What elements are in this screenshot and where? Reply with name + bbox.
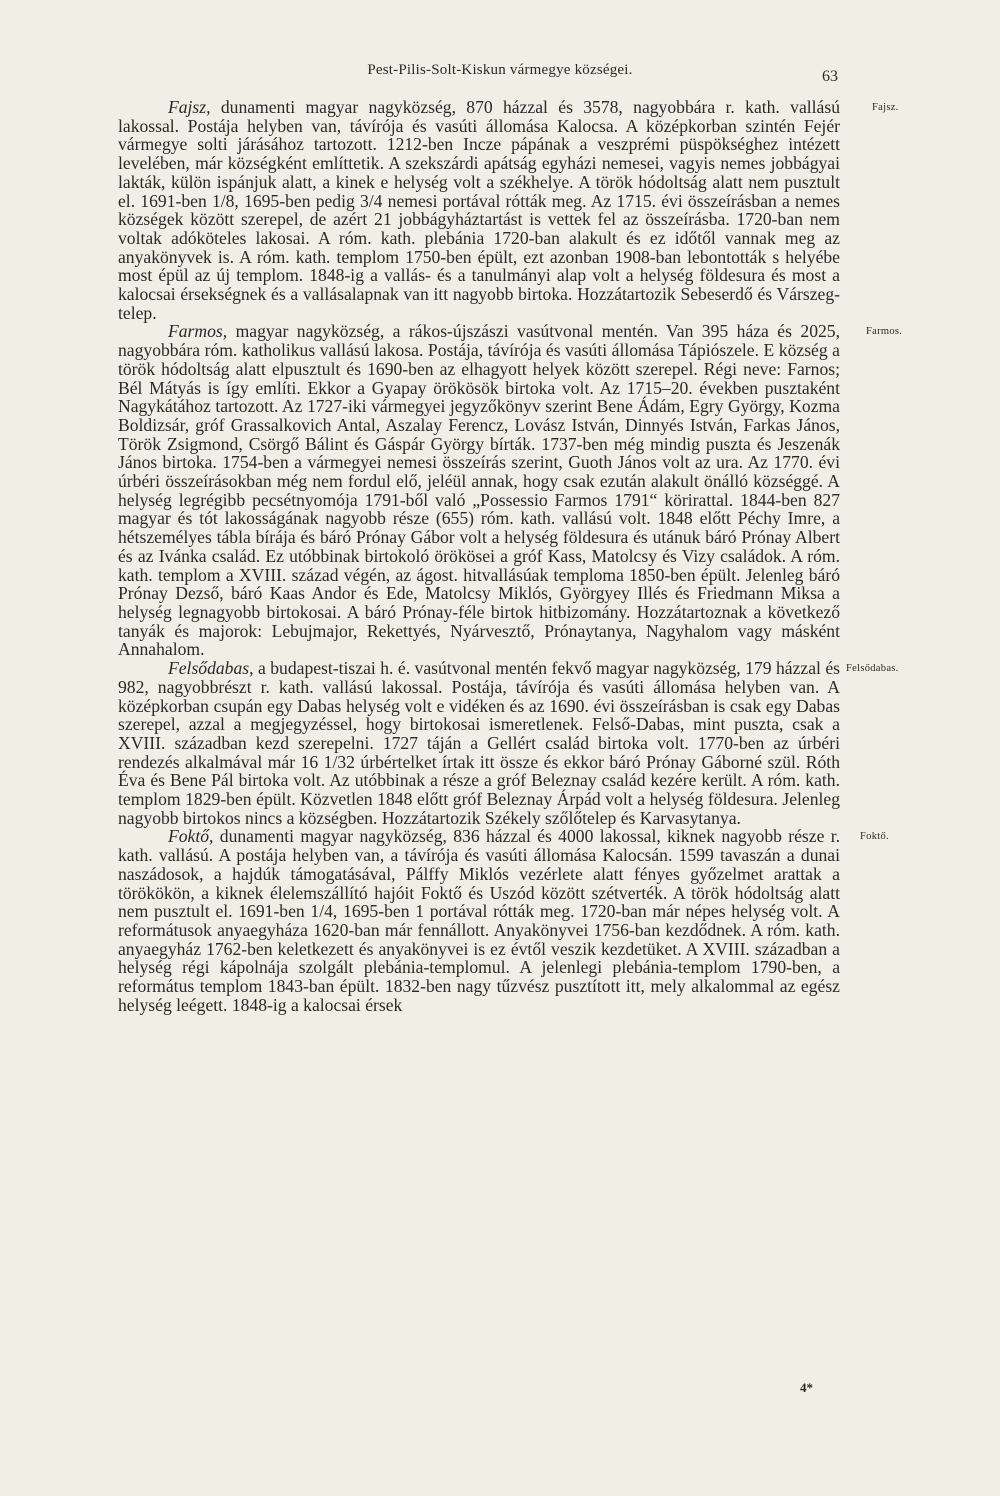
entry-text: dunamenti magyar nagyközség, 870 házzal és 3578, nagyobbára r. kath. vallású lakossal. Postája helyben van, távírója és vasúti állomása Kalocsa. A középkorban szintén Fejér vármegye solti járásához tartozott. 1212-ben Incze pápának a veszprémi püspökséghez intézett levelében, már községként említtetik. A szekszárdi apátság egyházi nemesei, vagyis nemes jobbágyai lakták, külön ispánjuk alatt, a kinek e helység volt a székhelye. A török hódoltság alatt nem pusztult el. 1691-ben 1/8, 1695-ben pedig 3/4 nemesi portával rótták meg. Az 1715. évi összeírásban a nemes községek között szerepel, de azért 21 jobbágyháztartást is vettek fel az összeírásba. 1720-ban nem voltak adóköteles lakosai. A róm. kath. plebánia 1720-ban alakult és ez időtől vannak meg az anyakönyvek is. A róm. kath. templom 1750-ben épült, ezt azonban 1908-ban lebontották s helyébe most épül az új templom. 1848-ig a vallás- és a tanulmányi alap volt a helység földesura és most a kalocsai érsekségnek és a vallásalapnak van itt nagyobb birtoka. Hozzátartozik Sebeserdő és Várszeg-telep. <box>118 97 840 323</box>
page-header <box>0 62 1000 84</box>
entry-paragraph <box>118 659 840 827</box>
entry-fokto <box>118 827 840 1014</box>
entry-felsodabas <box>118 659 840 827</box>
entry-paragraph <box>118 322 840 659</box>
entry-farmos <box>118 322 840 659</box>
entry-text: dunamenti magyar nagyközség, 836 házzal és 4000 lakossal, kiknek nagyobb része r. kath. vallású. A postája helyben van, a távírója és vasúti állomása Kalocsán. 1599 tavaszán a dunai naszádosok, a hajdúk támogatásával, Pálffy Miklós vezérlete alatt fényes győzelmet arattak a törökökön, a kiknek élelemszállító hajóit Foktő és Uszód között szétverték. A török hódoltság alatt nem pusztult el. 1691-ben 1/4, 1695-ben 1 portával rótták meg. 1720-ban már népes helység volt. A reformátusok anyaegyháza 1620-ban már fennállott. Anyakönyvei 1756-ban kezdődnek. A róm. kath. anyaegyház 1762-ben keletkezett és anyakönyvei is ez évtől veszik kezdetüket. A XVIII. században a helység régi kápolnája szolgált plebánia-templomul. A jelenlegi plebánia-templom 1790-ben, a református templom 1843-ban épült. 1832-ben nagy tűzvész pusztított itt, mely alkalommal az egész helység leégett. 1848-ig a kalocsai érsek <box>118 826 840 1015</box>
entry-name: Farmos, <box>168 321 228 342</box>
margin-label-fokto: Foktő. <box>860 831 889 843</box>
main-text <box>118 98 840 1014</box>
entry-fajsz <box>118 98 840 322</box>
entry-text: a budapest-tiszai h. é. vasútvonal mentén fekvő magyar nagyközség, 179 házzal és 982, nagyobbrészt r. kath. vallású lakossal. Postája, távírója és vasúti állomása helyben van. A középkorban csupán egy Dabas helység volt e vidéken és az 1690. évi összeírásban is csak egy Dabas szerepel, azzal a megjegyzéssel, hogy birtokosai ismeretlenek. Felső-Dabas, mint puszta, csak a XVIII. században kezd szerepelni. 1727 táján a Gellért család birtoka volt. 1770-ben az úrbéri rendezés alkalmával már 16 1/32 úrbértelket írtak itt össze és ekkor báró Prónay Gáborné szül. Róth Éva és Bene Pál birtoka volt. Az utóbbinak a része a gróf Beleznay család kezére került. A róm. kath. templom 1829-ben épült. Közvetlen 1848 előtt gróf Beleznay Árpád volt a helység földesura. Jelenleg nagyobb birtokos nincs a községben. Hozzátartozik Székely szőlőtelep és Karvasytanya. <box>118 658 840 828</box>
entry-name: Felsődabas, <box>168 658 254 679</box>
margin-label-farmos: Farmos. <box>866 326 903 338</box>
margin-label-felsodabas: Felsődabas. <box>846 663 899 675</box>
signature-mark: 4* <box>800 1380 813 1395</box>
entry-name: Fajsz, <box>168 97 211 117</box>
entry-name: Foktő, <box>168 826 214 847</box>
running-title: Pest-Pilis-Solt-Kiskun vármegye községei. <box>367 62 633 78</box>
entry-paragraph <box>118 827 840 1014</box>
page-number: 63 <box>822 68 838 85</box>
margin-label-fajsz: Fajsz. <box>872 102 899 113</box>
entry-text: magyar nagyközség, a rákos-újszászi vasútvonal mentén. Van 395 háza és 2025, nagyobbára róm. katholikus vallású lakosa. Postája, távírója és vasúti állomása Tápiószele. E község a török hódoltság alatt elpusztult és 1690-ben az elhagyott helyek között szerepel. Régi neve: Farnos; Bél Mátyás is így említi. Ekkor a Gyapay örökösök birtoka volt. Az 1715–20. években pusztaként Nagykátához tartozott. Az 1727-iki vármegyei jegyzőkönyv szerint Bene Ádám, Egry György, Kozma Boldizsár, gróf Grassalkovich Antal, Aszalay Ferencz, Lovász István, Dinnyés István, Farkas János, Török Zsigmond, Csörgő Bálint és Gáspár György bírták. 1737-ben még mindig puszta és Jeszenák János birtoka. 1754-ben a vármegyei nemesi összeírás szerint, Guoth János volt az ura. Az 1770. évi úrbéri összeírásokban még nem fordul elő, jeléül annak, hogy csak ezután alakult önálló községgé. A helység legrégibb pecsétnyomója 1791-ből való „Possessio Farmos 1791“ körirattal. 1844-ben 827 magyar és tót lakosságának nagyobb része (655) róm. kath. vallású volt. 1848 előtt Péchy Imre, a hétszemélyes tábla bírája és báró Prónay Gábor volt a helység földesura és utánuk báró Prónay Albert és az Ivánka család. Ez utóbbinak birtokoló örökösei a gróf Kass, Matolcsy és Vizy családok. A róm. kath. templom a XVIII. század végén, az ágost. hitvallásúak temploma 1850-ben épült. Jelenleg báró Prónay Dezső, báró Kaas Andor és Ede, Matolcsy Miklós, Györgyey Illés és Friedmann Miksa a helység legnagyobb birtokosai. A báró Prónay-féle birtok hitbizomány. Hozzátartoznak a következő tanyák és majorok: Lebujmajor, Rekettyés, Nyárvesztő, Prónaytanya, Nagyhalom vagy másként Annahalom. <box>118 321 840 660</box>
entry-paragraph <box>118 98 840 322</box>
